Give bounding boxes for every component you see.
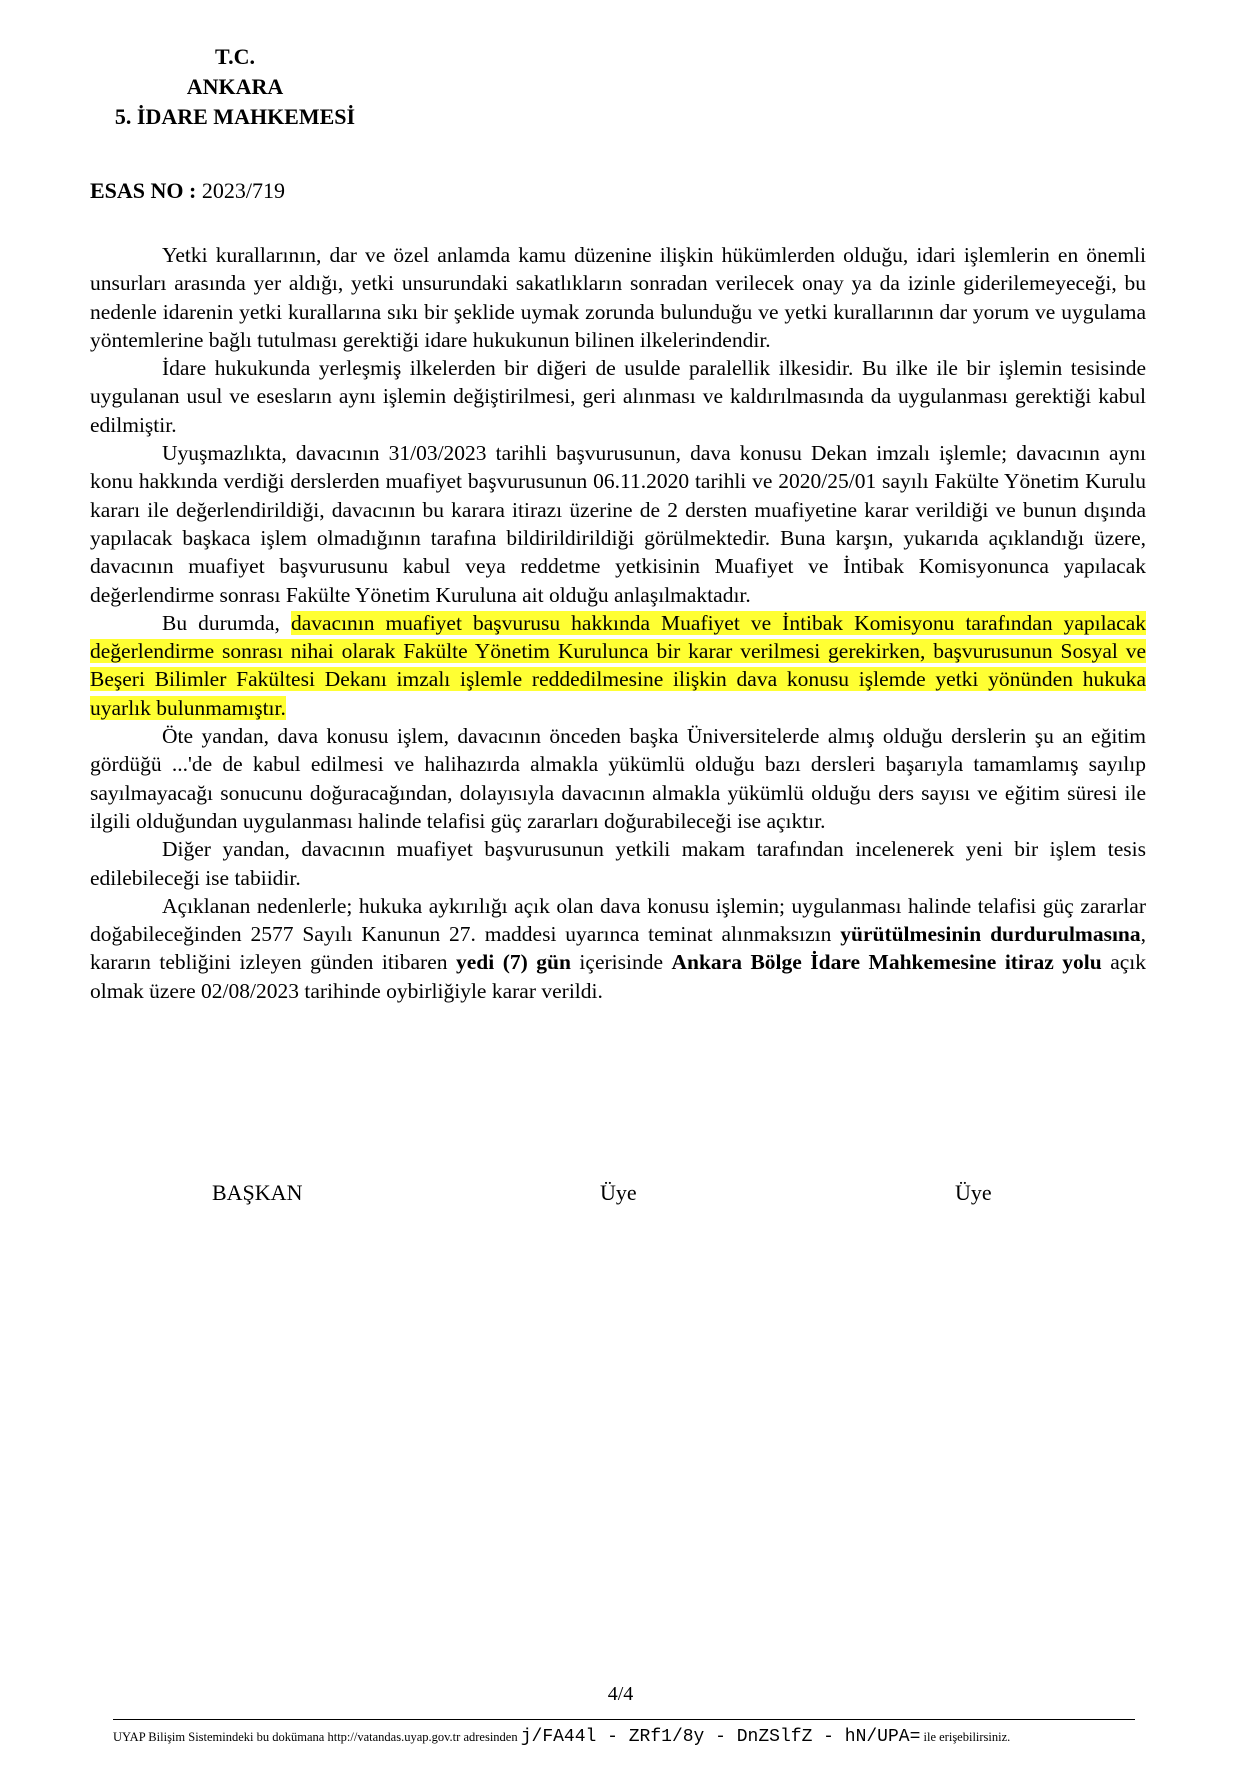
paragraph-7-g: açık olmak üzere 02/08/2023 tarihinde oybirliğiyle karar verildi.	[90, 950, 1146, 1003]
page-number: 4/4	[607, 1683, 634, 1705]
footer-divider	[113, 1719, 1135, 1720]
court-header	[0, 42, 470, 132]
signature-member-1: Üye	[600, 1180, 637, 1205]
decision-body	[90, 241, 1146, 1005]
footer-suffix: ile erişebilirsiniz.	[923, 1730, 1011, 1744]
paragraph-7-e: içerisinde	[570, 950, 672, 975]
paragraph-7-bold-appeal: Ankara Bölge İdare Mahkemesine itiraz yolu	[671, 950, 1102, 975]
paragraph-7-bold-stay: yürütülmesinin durdurulmasına	[840, 922, 1141, 947]
footer-prefix: UYAP Bilişim Sistemindeki bu dokümana http://vatandas.uyap.gov.tr adresinden	[113, 1730, 518, 1744]
case-number-value: 2023/719	[201, 178, 285, 203]
paragraph-6: Diğer yandan, davacının muafiyet başvurusunun yetkili makam tarafından incelenerek yeni bir işlem tesis edilebileceği ise tabiidir.	[90, 837, 1146, 890]
header-line-tc: T.C.	[215, 44, 255, 69]
paragraph-7-bold-days: yedi (7) gün	[456, 950, 571, 975]
paragraph-7-c: , kararın tebliğini izleyen günden itibaren	[90, 922, 1146, 975]
paragraph-4	[90, 609, 1146, 722]
signature-member-2: Üye	[955, 1180, 992, 1205]
footer-verification-code: j/FA44l - ZRf1/8y - DnZSlfZ - hN/UPA=	[520, 1727, 921, 1747]
paragraph-4-lead: Bu durumda,	[162, 610, 291, 635]
paragraph-1: Yetki kurallarının, dar ve özel anlamda kamu düzenine ilişkin hükümlerden olduğu, idari işlemlerin en önemli unsurları arasında yer aldığı, yetki unsurundaki sakatlıkların sonradan verilecek onay ya da izinle giderilemeyeceği, bu nedenle idarenin yetki kurallarına sıkı bir şeklide uymak zorunda bulunduğu ve yetki kurallarının dar yorum ve uygulama yöntemlerine bağlı tutulması gerektiği idare hukukunun bilinen ilkelerindendir.	[90, 243, 1146, 352]
header-line-court: 5. İDARE MAHKEMESİ	[114, 104, 356, 129]
highlighted-text: davacının muafiyet başvurusu hakkında Muafiyet ve İntibak Komisyonu tarafından yapılacak değerlendirme sonrası nihai olarak Fakülte Yönetim Kurulunca bir karar verilmesi gerekirken, başvurusunun Sosyal ve Beşeri Bilimler Fakültesi Dekanı imzalı işlemle reddedilmesine ilişkin dava konusu işlemde yetki yönünden hukuka uyarlık bulunmamıştır.	[90, 610, 1146, 720]
case-number	[90, 178, 285, 204]
signature-chair: BAŞKAN	[212, 1180, 303, 1205]
case-number-label: ESAS NO :	[90, 178, 197, 203]
paragraph-5: Öte yandan, dava konusu işlem, davacının önceden başka Üniversitelerde almış olduğu derslerin şu an eğitim gördüğü ...'de de kabul edilmesi ve halihazırda almakla yükümlü olduğu bazı dersleri başarıyla tamamlamış sayılıp sayılmayacağı sonucunu doğuracağından, dolayısıyla davacının almakla yükümlü olduğu ders sayısı ve eğitim süresi ile ilgili olduğundan uygulanması halinde telafisi güç zararları doğurabileceği ise açıktır.	[90, 724, 1146, 833]
paragraph-3: Uyuşmazlıkta, davacının 31/03/2023 tarihli başvurusunun, dava konusu Dekan imzalı işlemle; davacının aynı konu hakkında verdiği derslerden muafiyet başvurusunun 06.11.2020 tarihli ve 2020/25/01 sayılı Fakülte Yönetim Kurulu kararı ile değerlendirildiği, davacının bu karara itirazı üzerine de 2 dersten muafiyetine karar verildiği ve bunun dışında yapılacak başkaca işlem olmadığının tarafına bildirildirildiği görülmektedir. Buna karşın, yukarıda açıklandığı üzere, davacının muafiyet başvurusunu kabul veya reddetme yetkisinin Muafiyet ve İntibak Komisyonunca yapılacak değerlendirme sonrası Fakülte Yönetim Kuruluna ait olduğu anlaşılmaktadır.	[90, 441, 1146, 607]
footer	[113, 1727, 1153, 1747]
paragraph-7-a: Açıklanan nedenlerle; hukuka aykırılığı açık olan dava konusu işlemin; uygulanması halinde telafisi güç zararlar doğabileceğinden 2577 Sayılı Kanunun 27. maddesi uyarınca teminat alınmaksızın	[90, 893, 1146, 947]
paragraph-7	[90, 892, 1146, 1005]
header-line-city: ANKARA	[186, 74, 284, 99]
paragraph-2: İdare hukukunda yerleşmiş ilkelerden bir diğeri de usulde paralellik ilkesidir. Bu ilke ile bir işlemin tesisinde uygulanan usul ve esesların aynı işlemin değiştirilmesi, geri alınması ve kaldırılmasında da uygulanması gerektiği kabul edilmiştir.	[90, 356, 1146, 437]
